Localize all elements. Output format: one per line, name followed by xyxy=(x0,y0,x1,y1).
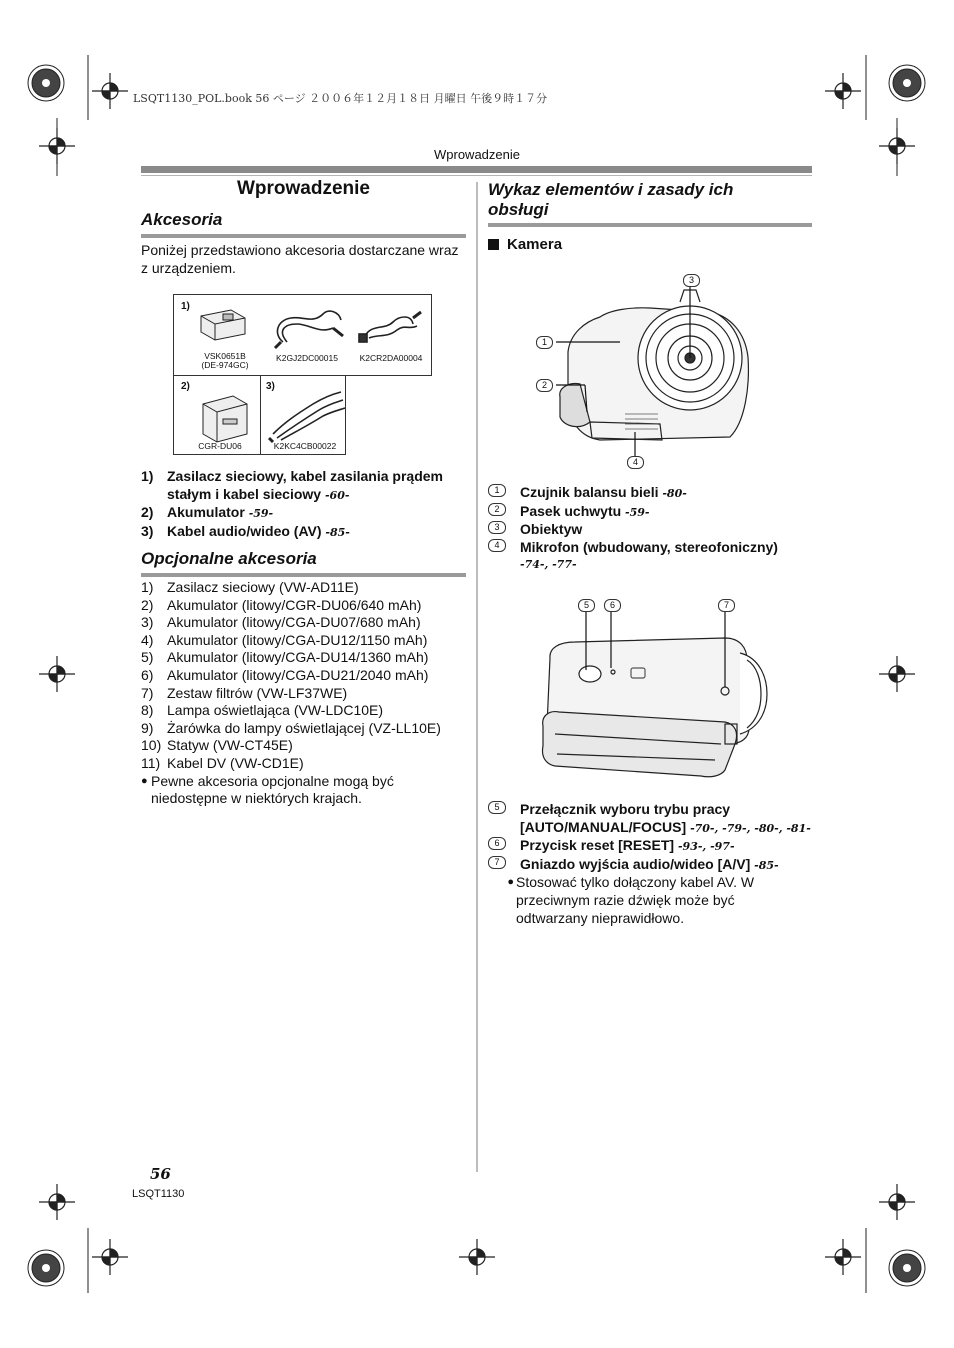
header-bar xyxy=(141,166,812,173)
optional-rule xyxy=(141,573,466,577)
page-ref: -85- xyxy=(325,525,350,539)
dc-cable-icon xyxy=(275,311,343,348)
list-item xyxy=(141,720,466,738)
item-label: Przycisk reset [RESET] xyxy=(520,837,675,854)
list-item xyxy=(488,503,812,522)
list-item xyxy=(488,856,812,875)
item-text: Akumulator (litowy/CGA-DU12/1150 mAh) xyxy=(167,631,428,648)
list-item xyxy=(141,597,466,615)
box-label-1: 1) xyxy=(181,301,190,312)
item-label: Gniazdo wyjścia audio/wideo [A/V] xyxy=(520,855,751,872)
ac-adapter-icon xyxy=(201,310,245,340)
item-text: Mikrofon (wbudowany, stereofoniczny) xyxy=(520,538,778,555)
item-num: 4) xyxy=(141,631,154,648)
mains-cable-icon xyxy=(359,312,421,342)
item-text xyxy=(167,504,273,523)
list-item xyxy=(488,484,812,503)
item-num: 1) xyxy=(141,468,154,484)
callout-7: 7 xyxy=(718,599,735,612)
item-label: Kabel audio/wideo (AV) xyxy=(167,522,322,539)
included-list xyxy=(141,468,466,541)
page-ref: -80- xyxy=(662,487,687,500)
page-number: 56 xyxy=(150,1165,171,1183)
list-item xyxy=(141,737,466,755)
print-header: LSQT1130_POL.book 56 ページ ２００６年１２月１８日 月曜日 午後９時１７分 xyxy=(133,92,548,105)
item-text: Akumulator (litowy/CGA-DU14/1360 mAh) xyxy=(167,649,429,666)
item-text xyxy=(167,468,466,504)
list-item xyxy=(141,632,466,650)
list-item xyxy=(141,667,466,685)
list-item xyxy=(488,556,812,574)
square-bullet-icon xyxy=(488,239,499,250)
item-num: 8) xyxy=(141,702,154,719)
item-num: 1 xyxy=(488,484,506,497)
code-battery: CGR-DU06 xyxy=(198,441,242,451)
list-item xyxy=(488,521,812,539)
item-num: 10) xyxy=(141,737,162,754)
item-num: 3) xyxy=(141,522,154,539)
box-label-2: 2) xyxy=(181,381,190,392)
list-item xyxy=(488,801,812,819)
akcesoria-intro: Poniżej przedstawiono akcesoria dostarczane wraz z urządzeniem. xyxy=(141,242,459,276)
kamera-heading xyxy=(488,236,562,253)
item-text: Akumulator (litowy/CGA-DU21/2040 mAh) xyxy=(167,666,429,683)
parts-heading-line1: Wykaz elementów i zasady ich xyxy=(488,180,734,199)
bullet-icon: ● xyxy=(507,876,514,889)
item-num: 5) xyxy=(141,649,154,666)
list-item xyxy=(488,539,812,557)
code-av-cable: K2KC4CB00022 xyxy=(273,441,337,451)
list-item xyxy=(141,649,466,667)
item-num: 2) xyxy=(141,596,154,613)
item-text xyxy=(167,523,350,542)
camera-front-illustration xyxy=(540,272,760,472)
page-ref: -93-, -97- xyxy=(677,840,735,854)
list-item xyxy=(141,468,466,504)
parts-rule xyxy=(488,223,812,227)
running-head: Wprowadzenie xyxy=(434,147,520,162)
code-adapter-line2: (DE-974GC) xyxy=(201,360,249,370)
list-item xyxy=(141,755,466,773)
code-dc-cable: K2GJ2DC00015 xyxy=(276,353,338,363)
page-ref: -85- xyxy=(754,858,779,872)
list-item xyxy=(141,614,466,632)
page-ref: -59- xyxy=(625,505,650,519)
callout-5: 5 xyxy=(578,599,595,612)
item-text: Lampa oświetlająca (VW-LDC10E) xyxy=(167,702,384,719)
camera-side-illustration xyxy=(535,598,780,778)
item-num: 7 xyxy=(488,856,506,869)
akcesoria-heading: Akcesoria xyxy=(141,210,223,229)
parts-heading xyxy=(488,180,808,220)
optional-list xyxy=(141,579,466,808)
item-text xyxy=(520,819,811,838)
item-text: Zestaw filtrów (VW-LF37WE) xyxy=(167,684,348,701)
item-text: Statyw (VW-CT45E) xyxy=(167,737,293,754)
item-text: Obiektyw xyxy=(520,521,583,538)
code-adapter-line1: VSK0651B xyxy=(204,351,246,361)
callout-2: 2 xyxy=(536,379,553,392)
item-label: Zasilacz sieciowy, kabel zasilania prądem stałym i kabel sieciowy xyxy=(167,468,443,502)
callout-3: 3 xyxy=(683,274,700,287)
item-num: 2 xyxy=(488,503,506,516)
list-item xyxy=(488,837,812,856)
item-label: [AUTO/MANUAL/FOCUS] xyxy=(520,818,687,835)
page-ref: -60- xyxy=(324,488,350,502)
item-num: 4 xyxy=(488,539,506,552)
note-text: Pewne akcesoria opcjonalne mogą być niedostępne w niektórych krajach. xyxy=(151,772,394,807)
item-text xyxy=(520,484,687,503)
column-divider xyxy=(476,182,478,1172)
optional-heading: Opcjonalne akcesoria xyxy=(141,549,317,568)
page-title: Wprowadzenie xyxy=(236,178,370,199)
item-label: Czujnik balansu bieli xyxy=(520,484,659,500)
parts-list-1 xyxy=(488,484,812,574)
item-num: 11) xyxy=(141,754,161,771)
item-label: Pasek uchwytu xyxy=(520,502,622,519)
page-ref: -74-, -77- xyxy=(520,558,577,572)
item-text xyxy=(520,503,650,522)
code-adapter xyxy=(193,352,257,370)
list-item xyxy=(141,702,466,720)
box-label-3: 3) xyxy=(266,381,275,392)
list-item xyxy=(141,523,466,542)
note-text: Stosować tylko dołączony kabel AV. W przeciwnym razie dźwięk może być odtwarzany nieprawidłowo. xyxy=(516,874,755,926)
item-num: 2) xyxy=(141,504,154,521)
bullet-icon: ● xyxy=(141,774,148,787)
parts-list-2 xyxy=(488,801,812,927)
item-text: Zasilacz sieciowy (VW-AD11E) xyxy=(167,579,359,595)
list-item xyxy=(488,819,812,838)
kamera-label: Kamera xyxy=(507,236,563,253)
page-ref: -70-, -79-, -80-, -81- xyxy=(690,821,811,835)
item-text: Żarówka do lampy oświetlającej (VZ-LL10E) xyxy=(167,719,441,736)
parts-heading-line2: obsługi xyxy=(488,200,549,219)
accessories-frame xyxy=(173,294,432,455)
item-label: Akumulator xyxy=(167,504,245,521)
list-item xyxy=(141,685,466,703)
callout-1: 1 xyxy=(536,336,553,349)
item-text: Akumulator (litowy/CGA-DU07/680 mAh) xyxy=(167,614,421,631)
item-num: 5 xyxy=(488,801,506,814)
item-num: 1) xyxy=(141,579,154,595)
list-item xyxy=(141,579,466,597)
item-num: 3) xyxy=(141,614,154,631)
note-item xyxy=(141,773,466,808)
item-text: Akumulator (litowy/CGR-DU06/640 mAh) xyxy=(167,596,422,613)
item-num: 6 xyxy=(488,837,506,850)
item-text xyxy=(520,837,735,856)
callout-4: 4 xyxy=(627,456,644,469)
item-num: 7) xyxy=(141,684,154,701)
item-text: Kabel DV (VW-CD1E) xyxy=(167,754,304,771)
akcesoria-rule xyxy=(141,234,466,238)
item-num: 9) xyxy=(141,719,154,736)
callout-6: 6 xyxy=(604,599,621,612)
item-num: 3 xyxy=(488,521,506,534)
page-ref: -59- xyxy=(248,507,274,521)
av-cable-icon xyxy=(269,392,345,442)
note-item xyxy=(488,874,812,927)
item-num: 6) xyxy=(141,666,154,683)
battery-icon xyxy=(203,396,247,442)
header-bar-thin xyxy=(141,175,812,176)
list-item xyxy=(141,504,466,523)
item-text xyxy=(520,856,779,875)
item-text: Przełącznik wyboru trybu pracy xyxy=(520,801,731,817)
accessories-figure xyxy=(173,294,432,455)
code-mains-cable: K2CR2DA00004 xyxy=(359,353,423,363)
document-code: LSQT1130 xyxy=(132,1188,185,1200)
